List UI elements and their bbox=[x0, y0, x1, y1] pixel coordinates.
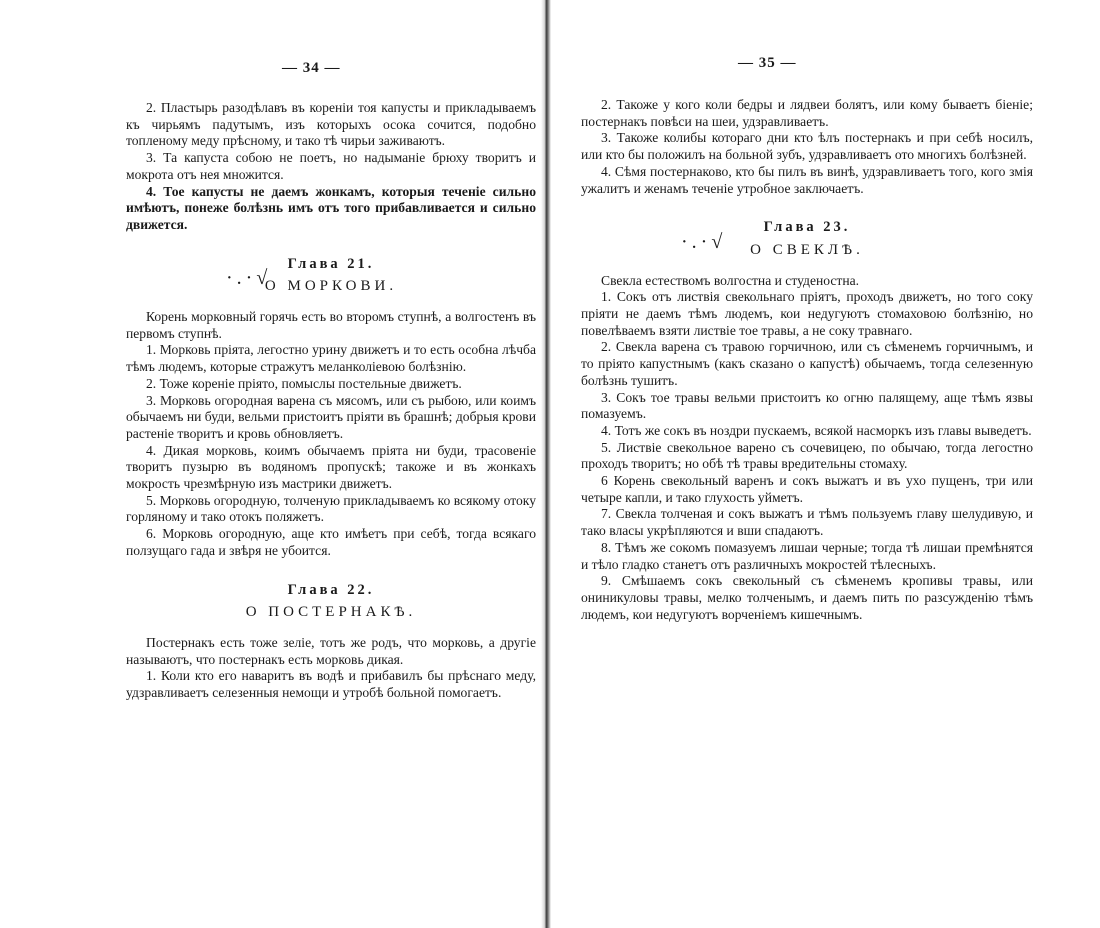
pencil-check-mark: ·.·√ bbox=[681, 230, 727, 253]
paragraph: 2. Такоже у кого коли бедры и лядвеи болятъ, или кому бываетъ біеніе; постернакъ повѣси на шеи, удзравливаетъ. bbox=[581, 97, 1033, 129]
paragraph: 3. Морковь огородная варена съ мясомъ, или съ рыбою, или коимъ обычаемъ ни буди, вельми пристоитъ пріяти въ брашнѣ; добрыя крови растеніе творитъ и кровь обновляетъ. bbox=[126, 392, 536, 441]
paragraph: 4. Тое капусты не даемъ жонкамъ, которыя теченіе сильно имѣютъ, понеже болѣзнь имъ отъ того прибавливается и сильно движется. bbox=[126, 183, 536, 232]
paragraph: 1. Морковь пріята, легостно урину движетъ и то есть особна лѣчба тѣмъ людемъ, которые стражутъ меланколіевою болѣзнію. bbox=[126, 342, 536, 375]
page-number-right: — 35 — bbox=[738, 55, 797, 71]
paragraph: Постернакъ есть тоже зеліе, тотъ же родъ, что морковь, а другіе называютъ, что постернакъ есть морковь дикая. bbox=[126, 634, 536, 667]
chapter-heading: Глава 21. bbox=[287, 255, 375, 272]
paragraph: 2. Пластырь разодѣлавъ въ кореніи тоя капусты и прикладываемъ къ чирьямъ падутымъ, изъ которыхъ осока сочится, подобно топленому меду прѣсному, и тако тѣ чирьи заживаютъ. bbox=[126, 100, 536, 149]
paragraph: 1. Сокъ отъ листвія свекольнаго пріятъ, проходъ движетъ, но того соку пріяти не даемъ тѣмъ людемъ, кои недугуютъ стомаховою болѣзнію, но повелѣваемъ взяти листвіе тое травы, а не соку травнаго. bbox=[581, 289, 1033, 338]
paragraph: 8. Тѣмъ же сокомъ помазуемъ лишаи черные; тогда тѣ лишаи премѣнятся и тѣло гладко станетъ отъ различныхъ мокростей тѣлесныхъ. bbox=[581, 539, 1033, 572]
paragraph: 3. Сокъ тое травы вельми пристоитъ ко огню палящему, аще тѣмъ язвы помазуемъ. bbox=[581, 389, 1033, 422]
chapter-title: ·.·√ О МОРКОВИ. bbox=[226, 267, 398, 295]
book-gutter bbox=[541, 0, 551, 928]
page-number-left: — 34 — bbox=[282, 60, 341, 76]
pencil-check-mark: ·.·√ bbox=[226, 267, 272, 290]
paragraph: 1. Коли кто его наваритъ въ водѣ и прибавилъ бы прѣснаго меду, удзравливаетъ селезенныя немощи и утробѣ больной помогаетъ. bbox=[126, 668, 536, 701]
paragraph: 4. Тотъ же сокъ въ ноздри пускаемъ, всякой насморкъ изъ главы выведетъ. bbox=[601, 422, 1032, 438]
chapter-title: ·.·√ О СВЕКЛѢ. bbox=[681, 230, 864, 258]
left-page bbox=[0, 0, 541, 928]
right-page bbox=[551, 0, 1100, 928]
paragraph: 7. Свекла толченая и сокъ выжатъ и тѣмъ пользуемъ главу шелудивую, и тако власы укрѣпляются и вши спадаютъ. bbox=[581, 506, 1033, 539]
paragraph: Корень морковный горячь есть во второмъ ступнѣ, а волгостенъ въ первомъ ступнѣ. bbox=[126, 309, 536, 341]
paragraph: 3. Та капуста собою не поетъ, но надыманіе брюху творитъ и мокрота отъ нея множится. bbox=[126, 150, 536, 182]
paragraph: 6. Морковь огородную, аще кто имѣетъ при себѣ, тогда всякаго ползущаго гада и звѣря не убоится. bbox=[126, 526, 536, 558]
chapter-heading: Глава 22. bbox=[287, 581, 375, 598]
paragraph: Свекла естествомъ волгостна и студеностна. bbox=[601, 272, 860, 288]
chapter-heading: Глава 23. bbox=[763, 219, 851, 236]
paragraph: 4. Сѣмя постернаково, кто бы пилъ въ винѣ, удзравливаетъ того, кого змія ужалитъ и женамъ теченіе утробное заключаетъ. bbox=[581, 163, 1033, 196]
paragraph: 2. Свекла варена съ травою горчичною, или съ сѣменемъ горчичнымъ, и то пріято капустнымъ (какъ сказано о капустѣ) обычаемъ, тогда селезенную болѣзнь тушитъ. bbox=[581, 339, 1033, 388]
right-column bbox=[581, 97, 1033, 623]
paragraph: 3. Такоже колибы котораго дни кто ѣлъ постернакъ и при себѣ носилъ, или кто бы положилъ на больной зубъ, удзравливаетъ ото многихъ болѣзней. bbox=[581, 130, 1033, 163]
paragraph: 5. Морковь огородную, толченую прикладываемъ ко всякому отоку горляному и тако отокъ поляжетъ. bbox=[126, 492, 536, 525]
paragraph: 6 Корень свекольный варенъ и сокъ выжатъ и въ ухо пущенъ, три или четыре капли, и тако глухость уйметъ. bbox=[581, 473, 1033, 505]
chapter-title: О ПОСТЕРНАКѢ. bbox=[245, 604, 417, 621]
paragraph: 4. Дикая морковь, коимъ обычаемъ пріята ни буди, трасовеніе творитъ пузырю въ водяномъ пропускѣ; такоже и въ жонкахъ мокрость чрезмѣрную изъ мастрики движетъ. bbox=[126, 442, 536, 492]
paragraph: 2. Тоже кореніе пріято, помыслы постельные движетъ. bbox=[146, 375, 462, 391]
paragraph: 9. Смѣшаемъ сокъ свекольный съ сѣменемъ кропивы травы, или ониникуловы травы, мелко толченымъ, и даемъ пить по разсужденію тѣмъ людемъ, кои недугуютъ ворченіемъ кишечнымъ. bbox=[581, 573, 1033, 622]
left-column bbox=[126, 100, 536, 702]
paragraph: 5. Листвіе свекольное варено съ сочевицею, по обычаю, тогда легостно проходъ творитъ; но обѣ тѣ травы вредительны стомаху. bbox=[581, 439, 1033, 472]
